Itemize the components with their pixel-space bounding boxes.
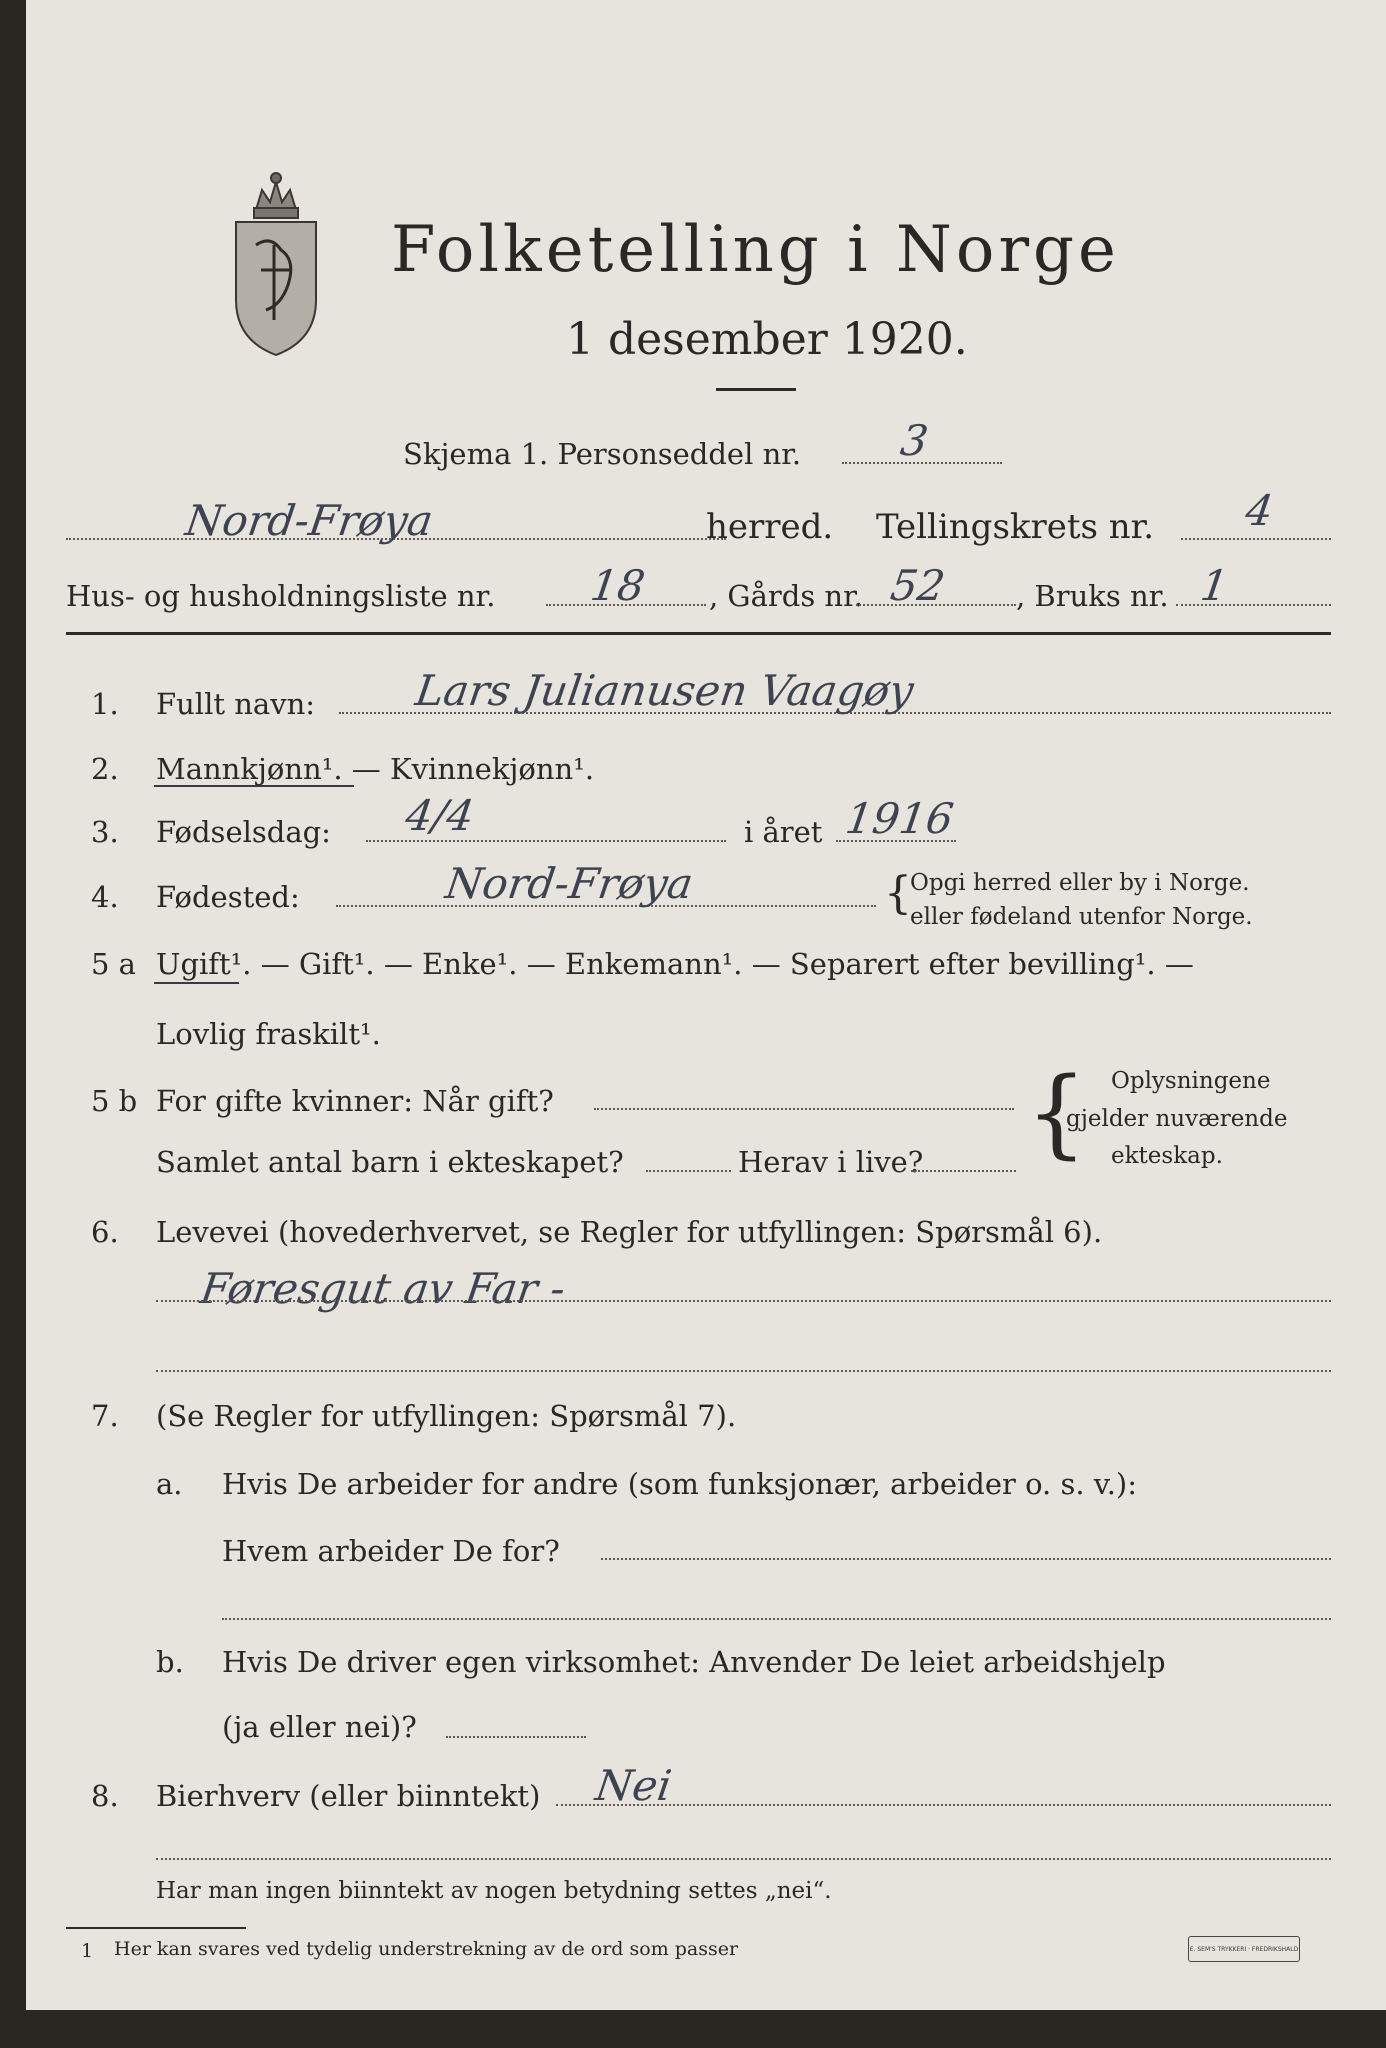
q8-line2 (156, 1858, 1331, 1860)
census-form-page (26, 0, 1386, 2010)
q6-label: Levevei (hovederhvervet, se Regler for utfyllingen: Spørsmål 6). (156, 1215, 1103, 1249)
footnote-text: Her kan svares ved tydelig understrekning av de ord som passer (114, 1938, 739, 1960)
q4-label: Fødested: (156, 880, 300, 914)
q7b-line2: (ja eller nei)? (222, 1710, 417, 1744)
gards-label: , Gårds nr. (709, 579, 863, 613)
form-title: Folketelling i Norge (391, 213, 1120, 287)
gards-nr[interactable]: 52 (887, 561, 948, 610)
q7a-line-extra (222, 1618, 1331, 1620)
birthplace-value[interactable]: Nord-Frøya (442, 859, 696, 908)
q5b-brace: { (1026, 1057, 1088, 1169)
occupation-value[interactable]: Føresgut av Far - (197, 1264, 569, 1313)
q5b-children-line (646, 1170, 731, 1172)
q8-line (556, 1804, 1331, 1806)
q5b-note-line1: Oplysningene (1111, 1068, 1271, 1094)
tellingskrets-label: Tellingskrets nr. (876, 507, 1155, 547)
full-name-value[interactable]: Lars Julianusen Vaagøy (412, 666, 917, 715)
q7-number: 7. (91, 1399, 119, 1433)
q7a-letter: a. (156, 1467, 183, 1501)
q6-line2 (156, 1370, 1331, 1372)
tellingskrets-line (1181, 538, 1331, 540)
q3-label: Fødselsdag: (156, 815, 331, 849)
birth-year-value[interactable]: 1916 (842, 794, 957, 843)
footnote-divider (66, 1927, 246, 1929)
bruks-nr[interactable]: 1 (1197, 561, 1232, 610)
herred-value[interactable]: Nord-Frøya (182, 496, 436, 545)
title-divider (716, 388, 796, 391)
schema-label: Skjema 1. Personseddel nr. (403, 437, 802, 471)
side-income-note: Har man ingen biinntekt av nogen betydning settes „nei“. (156, 1878, 832, 1904)
q7b-letter: b. (156, 1645, 184, 1679)
herred-label: herred. (706, 507, 834, 547)
q4-note-line2: eller fødeland utenfor Norge. (910, 904, 1253, 930)
q5b-married-line (594, 1108, 1014, 1110)
hus-nr[interactable]: 18 (587, 561, 648, 610)
q5b-line2a: Samlet antal barn i ekteskapet? (156, 1145, 624, 1179)
q1-label: Fullt navn: (156, 687, 316, 721)
bruks-label: , Bruks nr. (1016, 579, 1169, 613)
q7-label: (Se Regler for utfyllingen: Spørsmål 7). (156, 1399, 737, 1433)
mannkjonn-underline (154, 785, 354, 787)
q5b-number: 5 b (91, 1084, 138, 1118)
q7a-line-answer (601, 1558, 1331, 1560)
q3-line (366, 840, 726, 842)
q3-number: 3. (91, 815, 119, 849)
printer-stamp: E. SEM'S TRYKKERI · FREDRIKSHALD (1188, 1936, 1300, 1962)
q2-label: Mannkjønn¹. — Kvinnekjønn¹. (156, 752, 595, 786)
q7b-line1: Hvis De driver egen virksomhet: Anvender De leiet arbeidshjelp (222, 1645, 1166, 1679)
q4-brace: { (884, 868, 912, 919)
q7a-line2: Hvem arbeider De for? (222, 1534, 560, 1568)
norwegian-coat-of-arms (226, 150, 326, 360)
q4-number: 4. (91, 880, 119, 914)
q3-year-label: i året (744, 815, 823, 849)
personseddel-nr[interactable]: 3 (897, 416, 932, 465)
q7a-line1: Hvis De arbeider for andre (som funksjonær, arbeider o. s. v.): (222, 1467, 1138, 1501)
q6-number: 6. (91, 1215, 119, 1249)
q6-line1 (156, 1300, 1331, 1302)
tellingskrets-nr[interactable]: 4 (1242, 486, 1277, 535)
q5b-line1: For gifte kvinner: Når gift? (156, 1084, 554, 1118)
q5b-note-line3: ekteskap. (1111, 1143, 1223, 1169)
q7b-line-answer (446, 1736, 586, 1738)
birthdate-value[interactable]: 4/4 (402, 791, 478, 840)
q1-number: 1. (91, 687, 119, 721)
q4-note-line1: Opgi herred eller by i Norge. (910, 870, 1250, 896)
header-separator (66, 632, 1331, 635)
census-date: 1 desember 1920. (566, 314, 968, 365)
q8-label: Bierhverv (eller biinntekt) (156, 1779, 541, 1813)
q5b-alive-line (911, 1170, 1016, 1172)
q5a-number: 5 a (91, 947, 136, 981)
q8-number: 8. (91, 1779, 119, 1813)
hus-label: Hus- og husholdningsliste nr. (66, 579, 496, 613)
footnote-marker: 1 (81, 1940, 94, 1962)
q5a-line2: Lovlig fraskilt¹. (156, 1017, 381, 1051)
q5b-line2b: Herav i live? (738, 1145, 924, 1179)
q5a-line1: Ugift¹. — Gift¹. — Enke¹. — Enkemann¹. — Separert efter bevilling¹. — (156, 947, 1194, 981)
ugift-underline (154, 982, 239, 984)
side-income-value[interactable]: Nei (592, 1761, 675, 1810)
q5b-note-line2: gjelder nuværende (1066, 1106, 1288, 1132)
q2-number: 2. (91, 752, 119, 786)
